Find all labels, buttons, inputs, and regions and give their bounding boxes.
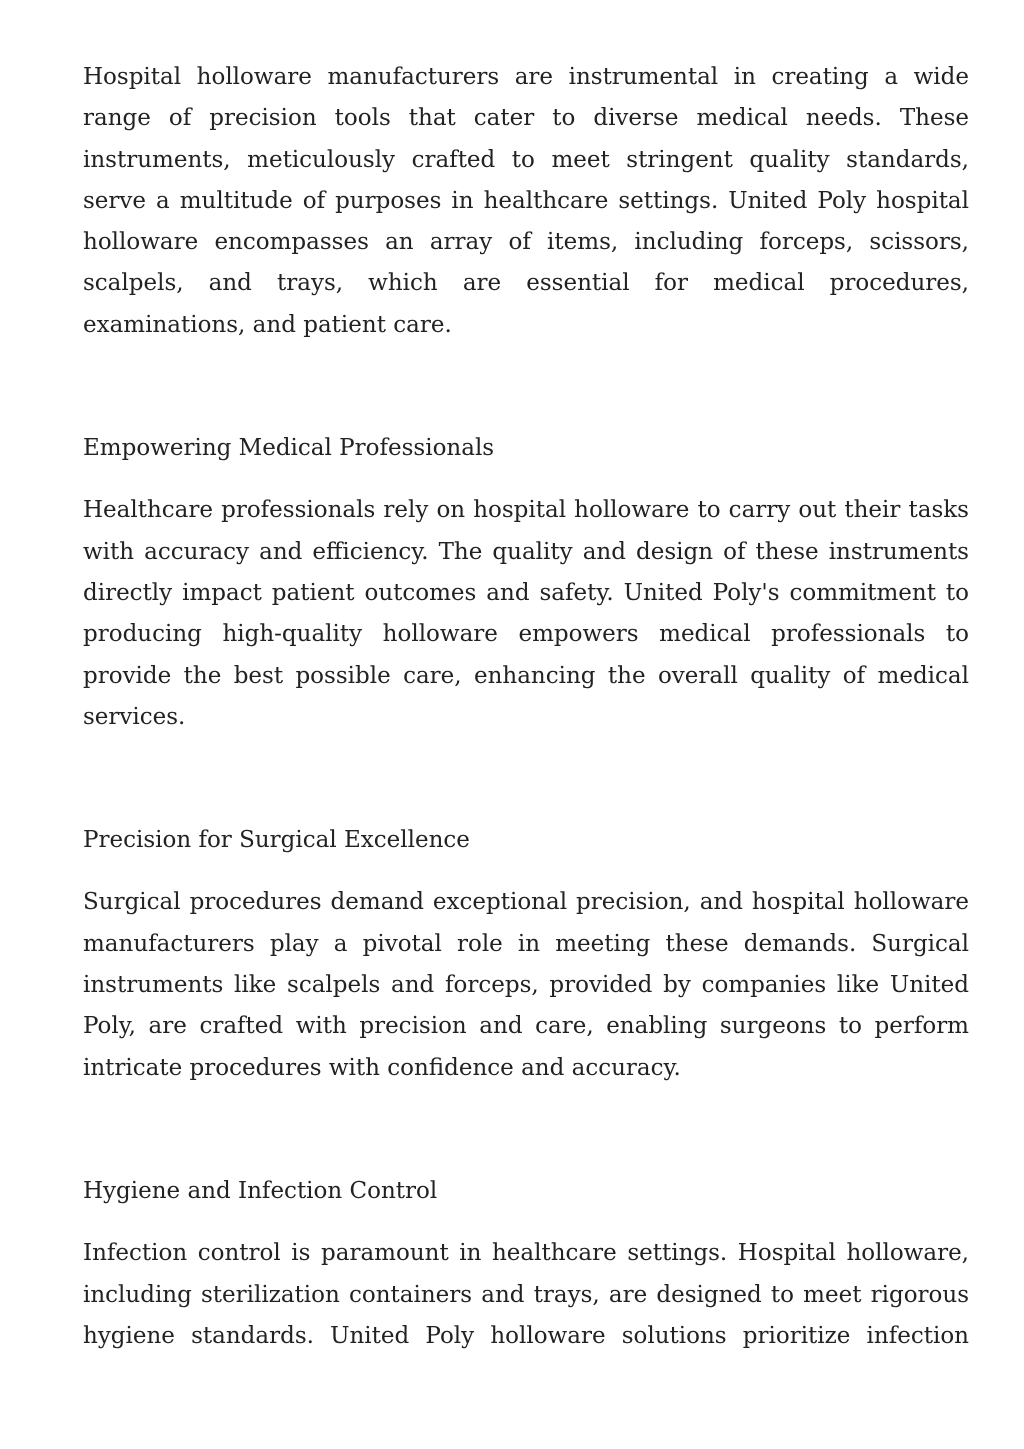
section-body-empowering: Healthcare professionals rely on hospital holloware to carry out their tasks with accuracy and efficiency. The quality and design of these instruments directly impact patient outcomes and safety. United Poly's commitment to producing high-quality holloware empowers medical professionals to provide the best possible care, enhancing the overall quality of medical services. [83,497,969,730]
section-body-hygiene: Infection control is paramount in healthcare settings. Hospital holloware, including sterilization containers and trays, are designed to meet rigorous hygiene standards. United Poly holloware solutions prioritize infection [83,1240,969,1349]
section-heading-hygiene: Hygiene and Infection Control [83,1177,438,1204]
heading-spacer [83,861,969,882]
section-spacer [83,346,969,428]
heading-spacer [83,1212,969,1233]
section-spacer [83,1089,969,1171]
document-page [83,57,969,1357]
section-heading-precision: Precision for Surgical Excellence [83,827,470,854]
section-body-precision: Surgical procedures demand exceptional precision, and hospital holloware manufacturers play a pivotal role in meeting these demands. Surgical instruments like scalpels and forceps, provided by companies like United Poly, are crafted with precision and care, enabling surgeons to perform intricate procedures with confidence and accuracy. [83,889,969,1081]
section-spacer [83,738,969,820]
intro-paragraph: Hospital holloware manufacturers are instrumental in creating a wide range of precision tools that cater to diverse medical needs. These instruments, meticulously crafted to meet stringent quality standards, serve a multitude of purposes in healthcare settings. United Poly hospital holloware encompasses an array of items, including forceps, scissors, scalpels, and trays, which are essential for medical procedures, examinations, and patient care. [83,64,969,338]
heading-spacer [83,469,969,490]
section-heading-empowering: Empowering Medical Professionals [83,435,495,462]
